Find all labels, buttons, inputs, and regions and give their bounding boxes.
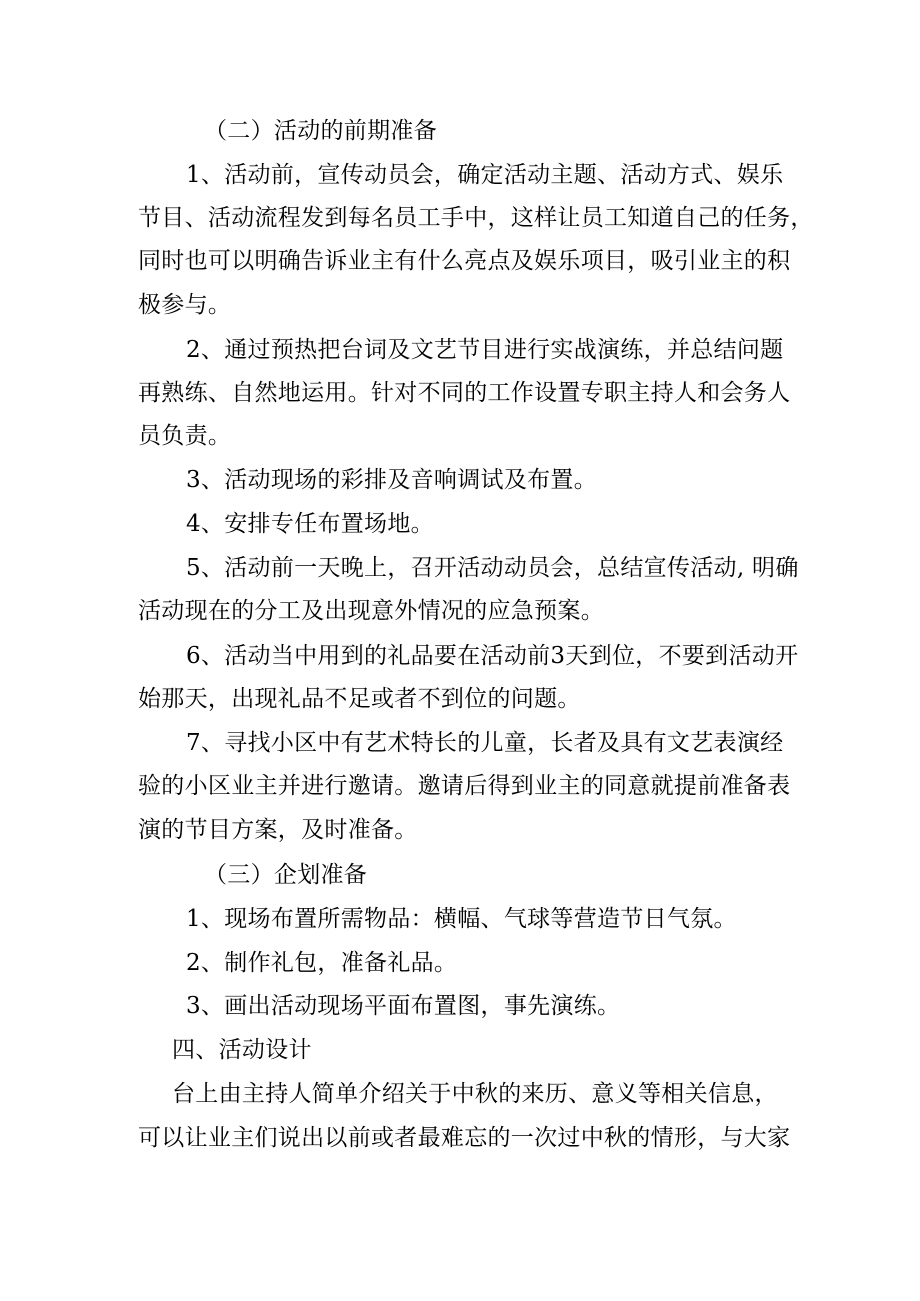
paragraph-line: 再熟练、自然地运用。针对不同的工作设置专职主持人和会务人	[138, 380, 791, 406]
paragraph-line: 极参与。	[138, 292, 232, 318]
paragraph-line: 验的小区业主并进行邀请。邀请后得到业主的同意就提前准备表	[138, 773, 791, 799]
section-heading-planning: （三）企划准备	[204, 862, 368, 888]
paragraph-line: 始那天，出现礼品不足或者不到位的问题。	[138, 686, 581, 712]
paragraph-line: 1、活动前，宣传动员会，确定活动主题、活动方式、娱乐	[186, 162, 784, 188]
paragraph-line: 3、画出活动现场平面布置图，事先演练。	[186, 993, 621, 1019]
paragraph-line: 活动现在的分工及出现意外情况的应急预案。	[138, 598, 604, 624]
paragraph-line: 2、制作礼包，准备礼品。	[186, 950, 458, 976]
paragraph-line: 台上由主持人简单介绍关于中秋的来历、意义等相关信息，	[172, 1081, 778, 1107]
paragraph-line: 演的节目方案，及时准备。	[138, 817, 418, 843]
paragraph-line: 同时也可以明确告诉业主有什么亮点及娱乐项目，吸引业主的积	[138, 248, 791, 274]
paragraph-line: 节目、活动流程发到每名员工手中，这样让员工知道自己的任务，	[138, 205, 814, 231]
paragraph-line: 6、活动当中用到的礼品要在活动前3天到位，不要到活动开	[186, 643, 799, 669]
paragraph-line: 5、活动前一天晚上，召开活动动员会，总结宣传活动, 明确	[186, 555, 799, 581]
paragraph-line: 3、活动现场的彩排及音响调试及布置。	[186, 467, 598, 493]
section-heading-preparation: （二）活动的前期准备	[204, 118, 437, 144]
paragraph-line: 4、安排专任布置场地。	[186, 511, 434, 537]
paragraph-line: 可以让业主们说出以前或者最难忘的一次过中秋的情形，与大家	[138, 1125, 791, 1151]
paragraph-line: 1、现场布置所需物品：横幅、气球等营造节日气氛。	[186, 906, 737, 932]
section-heading-activity-design: 四、活动设计	[172, 1037, 312, 1063]
paragraph-line: 7、寻找小区中有艺术特长的儿童，长者及具有文艺表演经	[186, 730, 784, 756]
paragraph-line: 员负责。	[138, 423, 232, 449]
paragraph-line: 2、通过预热把台词及文艺节目进行实战演练，并总结问题	[186, 337, 784, 363]
